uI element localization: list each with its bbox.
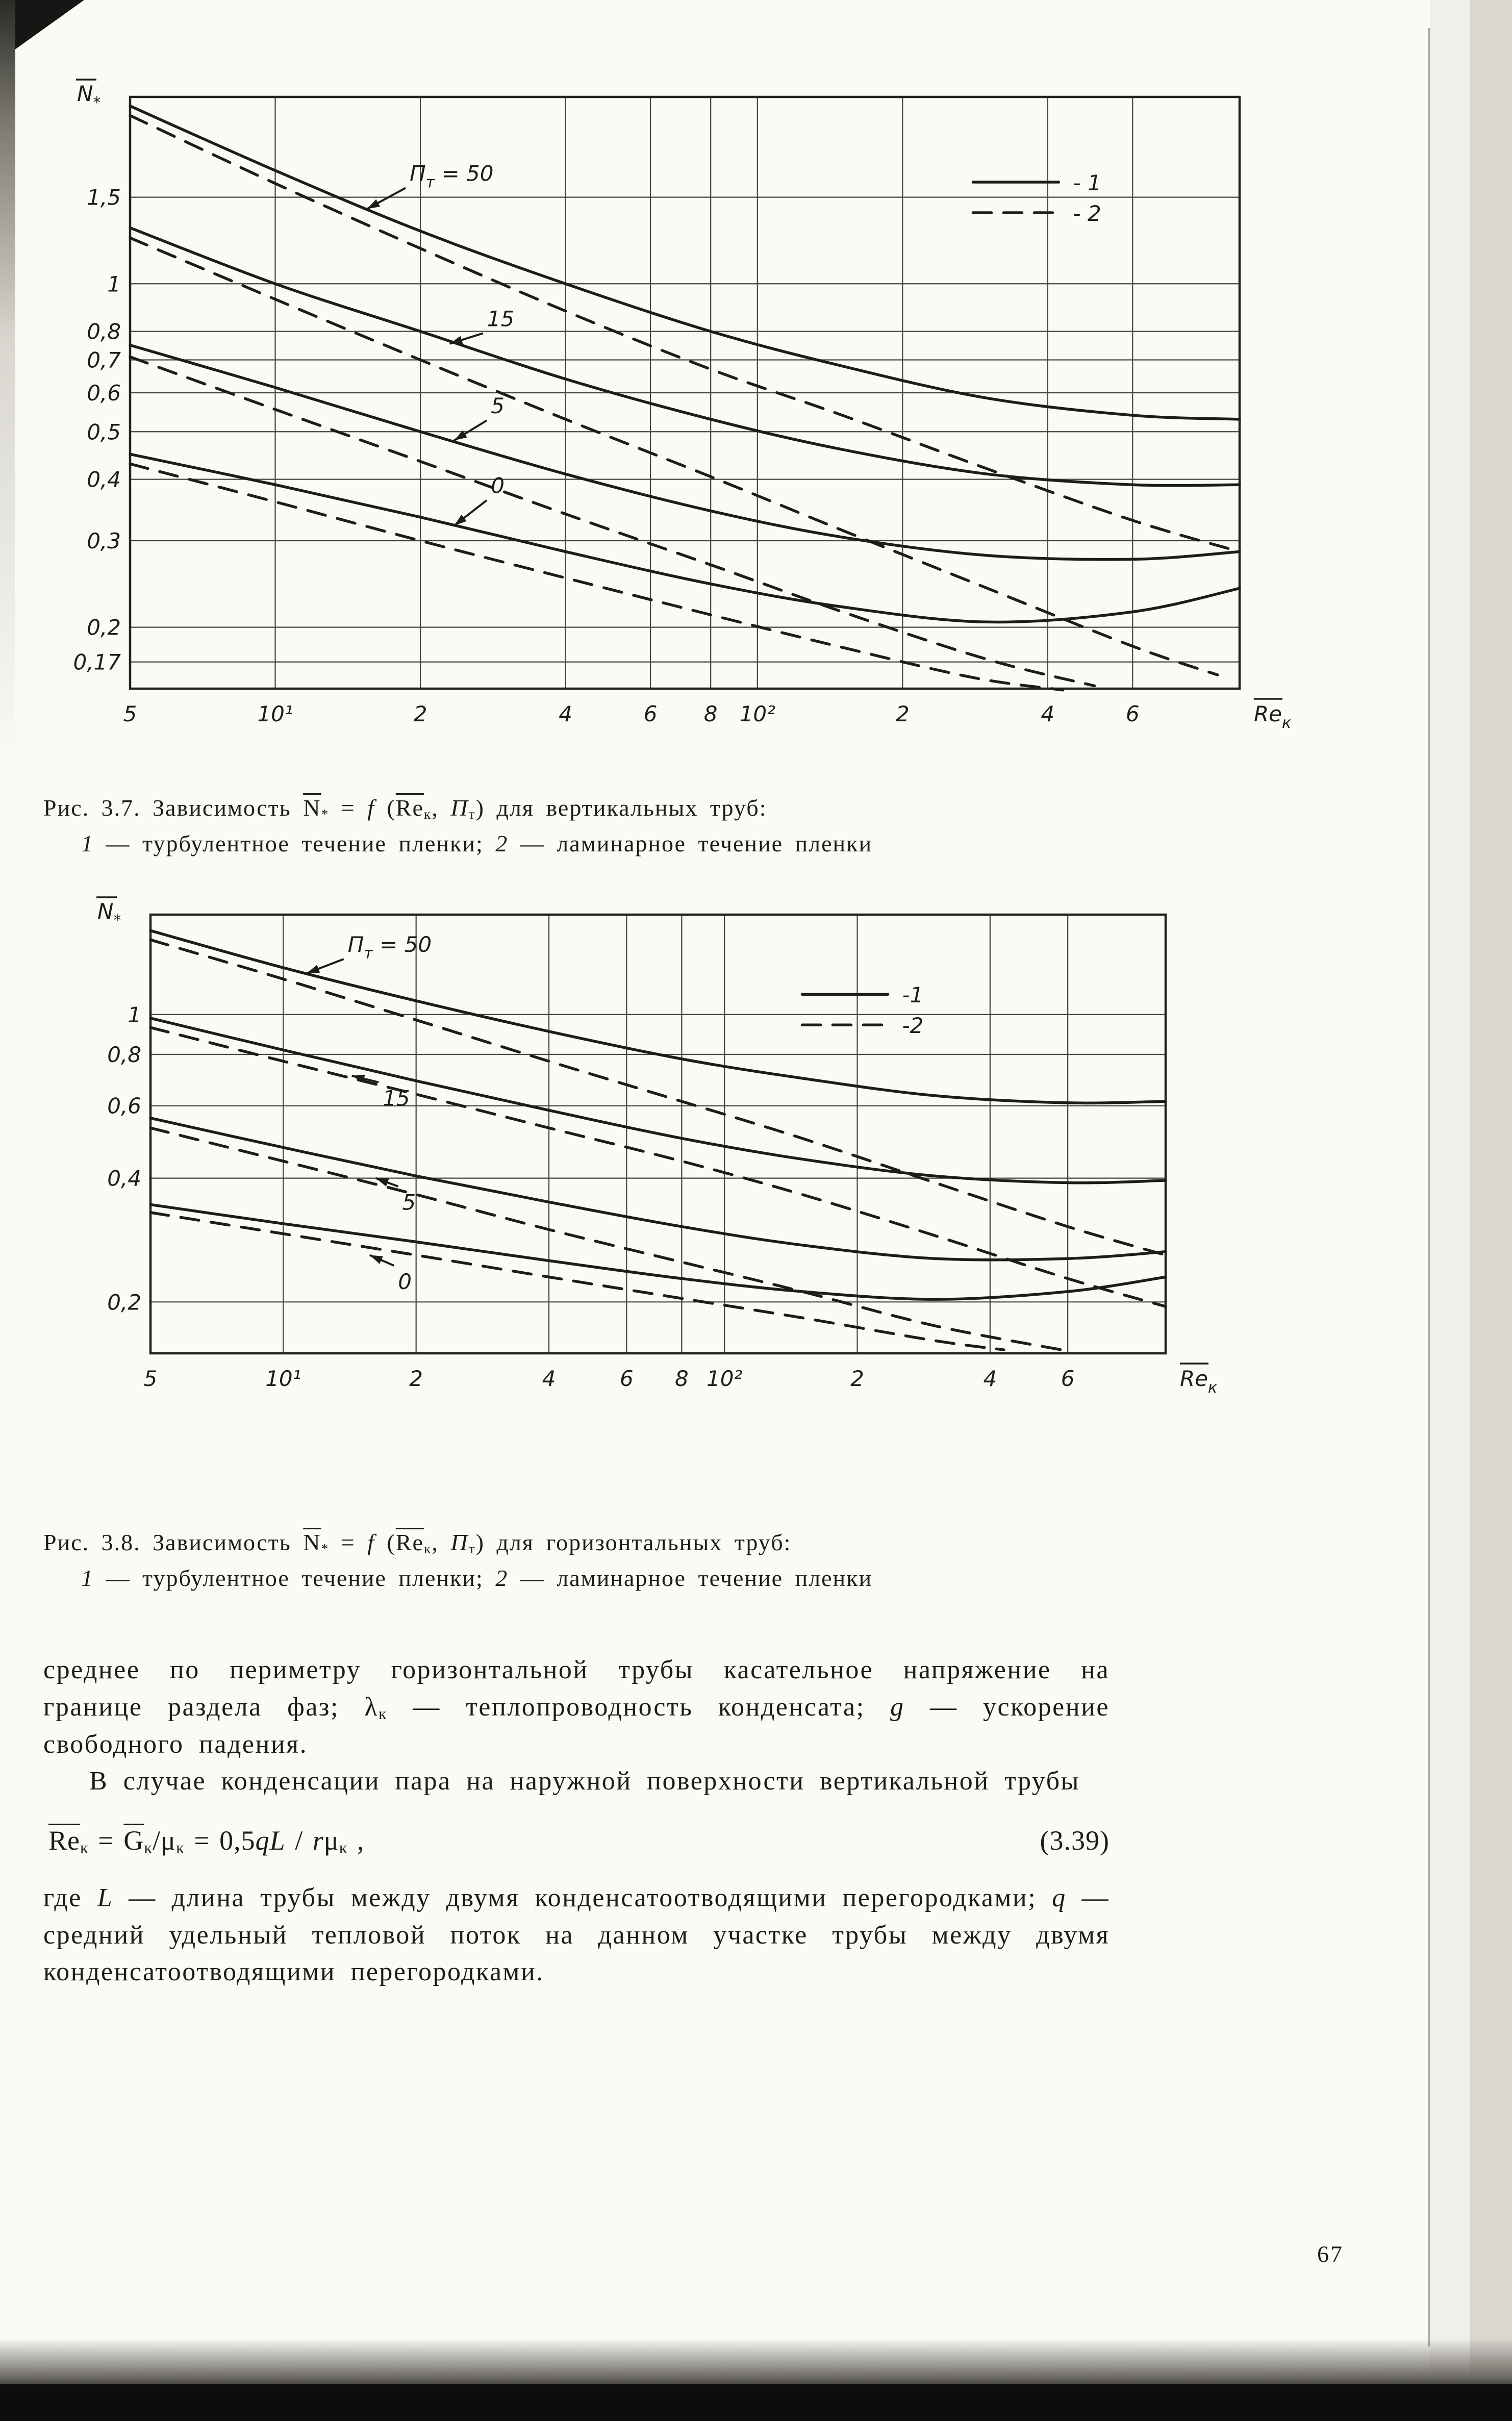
- figure-3-8-caption: [43, 1526, 1161, 1595]
- svg-text:Reк: $Re_к$: [1254, 701, 1292, 732]
- svg-text:Пт = 50: $П_т = 50$: [410, 161, 494, 192]
- svg-text:8: 8: [674, 1366, 689, 1391]
- chart-figure-3-7: [66, 71, 1292, 775]
- svg-text:0,8: 0,8: [107, 1042, 141, 1068]
- svg-text:1: 1: [128, 1002, 141, 1027]
- svg-text:4: 4: [983, 1366, 997, 1391]
- caption-line-2: 1 — турбулентное течение пленки; 2 — ламинарное течение пленки: [81, 830, 873, 857]
- svg-text:Пт = 50: $П_т = 50$: [347, 932, 432, 963]
- svg-text:15: 15: [487, 306, 515, 332]
- book-spine-shadow: [0, 0, 15, 2421]
- svg-text:6: 6: [1061, 1366, 1075, 1391]
- scan-bottom-shadow: [0, 2338, 1512, 2386]
- page-number: 67: [1317, 2241, 1344, 2267]
- svg-text:- 1: - 1: [1073, 170, 1101, 196]
- chart-figure-3-8: [89, 890, 1222, 1400]
- svg-text:1: 1: [107, 271, 121, 297]
- svg-text:- 2: - 2: [1073, 201, 1101, 226]
- svg-text:15: 15: [383, 1086, 410, 1111]
- paragraph-1: среднее по периметру горизонтальной трубы касательное напряжение на границе раздела фаз; $\lambda_к$ — теплопроводность конденсата; g — ускорение свободного падения.: [43, 1655, 1110, 1759]
- svg-text:0,6: 0,6: [107, 1093, 141, 1119]
- svg-text:4: 4: [542, 1366, 556, 1391]
- chart-svg: [66, 71, 1292, 775]
- svg-text:-2: -2: [902, 1013, 924, 1039]
- svg-text:4: 4: [1041, 701, 1055, 726]
- svg-text:6: 6: [619, 1366, 634, 1391]
- caption-line-1: Рис. 3.7. Зависимость $\overline{N}_* = f$ ($\overline{Re}_к$, $П_т$) для вертикальных труб:: [43, 795, 767, 822]
- svg-text:0,17: 0,17: [73, 649, 121, 675]
- svg-text:2: 2: [413, 701, 427, 726]
- svg-text:5: 5: [143, 1366, 158, 1391]
- svg-text:5: 5: [491, 393, 505, 419]
- svg-text:N*: $N_*$: [77, 81, 101, 112]
- svg-text:6: 6: [643, 701, 658, 726]
- svg-text:1,5: 1,5: [87, 185, 121, 210]
- svg-text:5: 5: [402, 1190, 416, 1215]
- svg-text:0: 0: [398, 1269, 412, 1294]
- svg-text:Reк: $Re_к$: [1180, 1366, 1218, 1397]
- svg-text:0,2: 0,2: [107, 1290, 141, 1315]
- svg-text:2: 2: [409, 1366, 423, 1391]
- scan-bottom-edge: [0, 2384, 1512, 2421]
- svg-text:0,8: 0,8: [87, 319, 121, 344]
- svg-text:2: 2: [895, 701, 910, 726]
- svg-text:0,2: 0,2: [87, 615, 121, 640]
- svg-text:0,5: 0,5: [87, 419, 121, 445]
- body-text: [43, 1652, 1110, 1991]
- caption-line-2: 1 — турбулентное течение пленки; 2 — ламинарное течение пленки: [81, 1565, 873, 1592]
- svg-text:0,3: 0,3: [87, 528, 121, 553]
- svg-text:0,7: 0,7: [87, 347, 121, 373]
- svg-text:10¹: 10¹: [257, 701, 293, 726]
- figure-3-7-caption: [43, 792, 1161, 861]
- page-edge-margin: [1430, 0, 1470, 2421]
- equation-text: $\overline{Re}_к = \overline{G}_к/\mu_к = 0,5qL / r\mu_к$ ,: [48, 1825, 365, 1858]
- caption-line-1: Рис. 3.8. Зависимость $\overline{N}_* = f$ ($\overline{Re}_к$, $П_т$) для горизонтальных труб:: [43, 1529, 792, 1557]
- svg-text:6: 6: [1125, 701, 1140, 726]
- chart-svg: [89, 890, 1222, 1400]
- svg-text:N*: $N_*$: [97, 899, 121, 929]
- svg-text:-1: -1: [902, 982, 924, 1008]
- paragraph-2: В случае конденсации пара на наружной поверхности вертикальной трубы: [89, 1767, 1080, 1796]
- equation-3-39: [48, 1822, 1110, 1860]
- svg-text:10¹: 10¹: [265, 1366, 301, 1391]
- svg-text:5: 5: [123, 701, 137, 726]
- svg-text:0,6: 0,6: [87, 381, 121, 406]
- paragraph-3: где L — длина трубы между двумя конденсатоотводящими перегородками; q — средний удельный тепловой поток на данном участке трубы между двумя конденсатоотводящими перегородками.: [43, 1883, 1110, 1987]
- svg-text:0: 0: [491, 473, 505, 498]
- svg-text:10²: 10²: [739, 701, 775, 726]
- equation-number: (3.39): [1040, 1825, 1110, 1856]
- svg-text:10²: 10²: [707, 1366, 743, 1391]
- svg-text:0,4: 0,4: [107, 1166, 141, 1191]
- svg-text:8: 8: [703, 701, 718, 726]
- svg-text:0,4: 0,4: [87, 467, 121, 492]
- svg-text:2: 2: [850, 1366, 864, 1391]
- svg-text:4: 4: [559, 701, 572, 726]
